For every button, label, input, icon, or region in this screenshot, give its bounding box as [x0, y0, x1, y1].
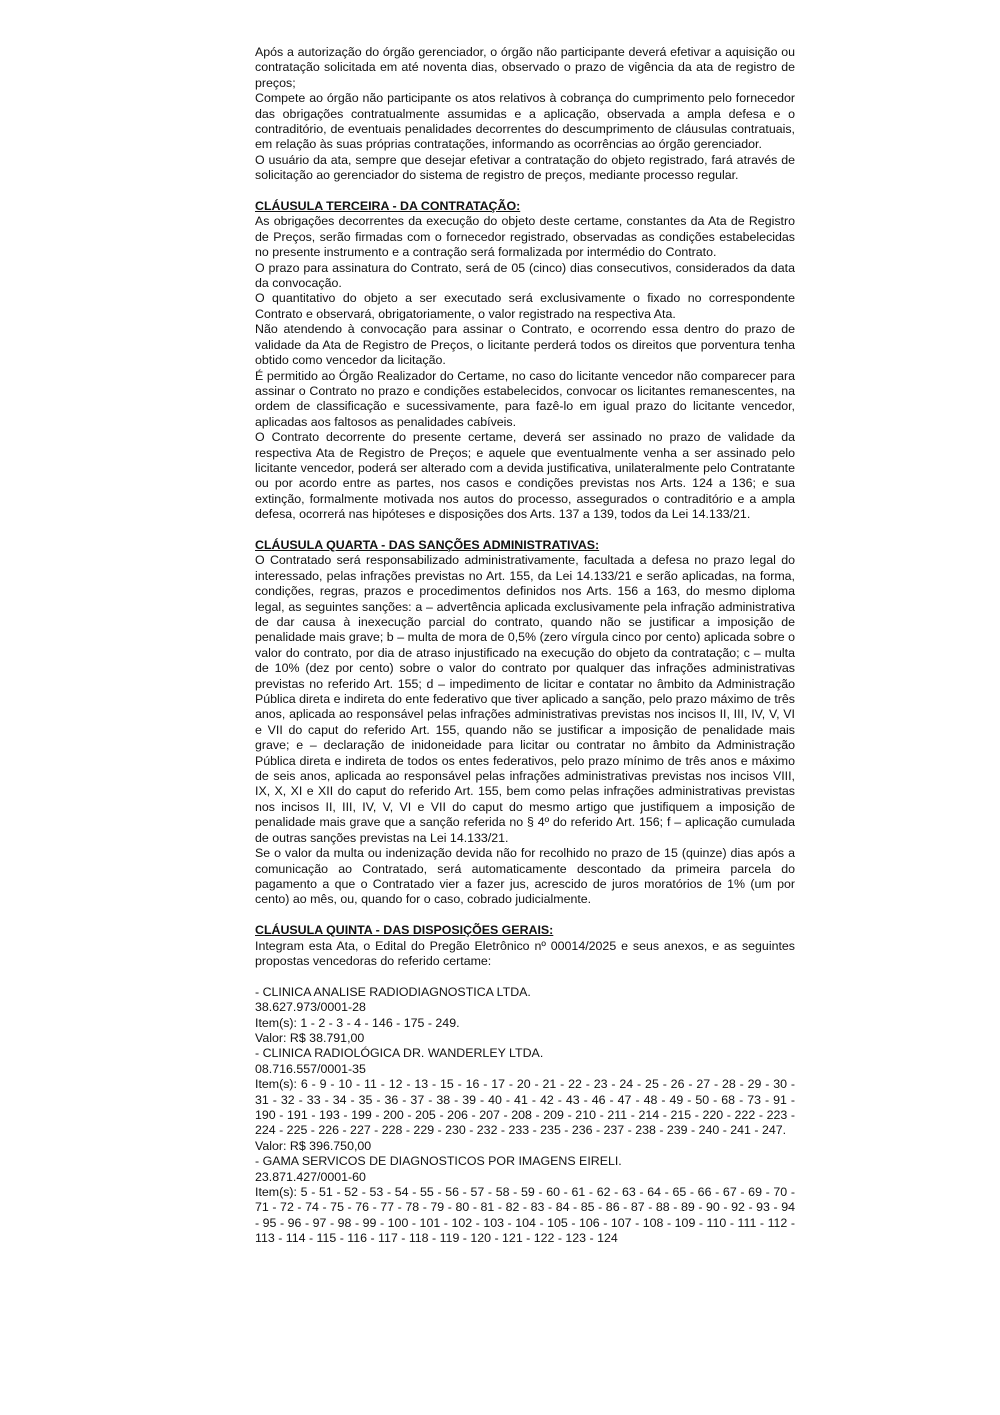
- clausula-terceira-paragraph-6: O Contrato decorrente do presente certame, deverá ser assinado no prazo de validade da respectiva Ata de Registro de Preços; e aquele que eventualmente venha a ser assinado pelo licitante vencedor, poderá ser alterado com a devida justificativa, unilateralmente pelo Contratante ou por acordo entre as partes, nos casos e condições previstas nos Arts. 124 a 136; e sua extinção, formalmente motivada nos autos do processo, assegurados o contraditório e a ampla defesa, ocorrerá nas hipóteses e disposições dos Arts. 137 a 139, todos da Lei 14.133/21.: [255, 430, 795, 522]
- clausula-quinta-paragraph-1: Integram esta Ata, o Edital do Pregão Eletrônico nº 00014/2025 e seus anexos, e as seguintes propostas vencedoras do referido certame:: [255, 938, 795, 968]
- document-page: [255, 45, 795, 1247]
- intro-paragraph-2: Compete ao órgão não participante os atos relativos à cobrança do cumprimento pelo fornecedor das obrigações contratualmente assumidas e a aplicação, observada a ampla defesa e o contraditório, de eventuais penalidades decorrentes do descumprimento de cláusulas contratuais, em relação às suas próprias contratações, informando as ocorrências ao órgão gerenciador.: [255, 91, 795, 152]
- vendor-entry: [255, 985, 795, 1047]
- clausula-terceira-paragraph-3: O quantitativo do objeto a ser executado será exclusivamente o fixado no correspondente Contrato e observará, obrigatoriamente, o valor registrado na respectiva Ata.: [255, 291, 795, 321]
- spacer: [255, 184, 795, 199]
- vendor-items: Item(s): 1 - 2 - 3 - 4 - 146 - 175 - 249.: [255, 1015, 460, 1030]
- clausula-quarta-paragraph-2: Se o valor da multa ou indenização devida não for recolhido no prazo de 15 (quinze) dias após a comunicação ao Contratado, será automaticamente descontado da primeira parcela do pagamento a que o Contratado vier a fazer jus, acrescido de juros moratórios de 1% (um por cento) ao mês, ou, quando for o caso, cobrado judicialmente.: [255, 846, 795, 907]
- vendor-name: - CLINICA RADIOLÓGICA DR. WANDERLEY LTDA.: [255, 1046, 544, 1061]
- clausula-terceira-paragraph-2: O prazo para assinatura do Contrato, será de 05 (cinco) dias consecutivos, considerados da data da convocação.: [255, 260, 795, 291]
- spacer: [255, 523, 795, 538]
- spacer: [255, 908, 795, 923]
- clausula-terceira-paragraph-1: As obrigações decorrentes da execução do objeto deste certame, constantes da Ata de Registro de Preços, serão firmadas com o fornecedor registrado, observadas as condições estabelecidas no presente instrumento e a contração será formalizada por intermédio do Contrato.: [255, 214, 795, 260]
- clausula-quarta-title: CLÁUSULA QUARTA - DAS SANÇÕES ADMINISTRATIVAS:: [255, 537, 600, 552]
- vendor-cnpj: 23.871.427/0001-60: [255, 1169, 366, 1184]
- vendor-entry: [255, 1046, 795, 1154]
- vendor-items: Item(s): 5 - 51 - 52 - 53 - 54 - 55 - 56 - 57 - 58 - 59 - 60 - 61 - 62 - 63 - 64 - 65 - 66 - 67 - 69 - 70 - 71 - 72 - 74 - 75 - 76 - 77 - 78 - 79 - 80 - 81 - 82 - 83 - 84 - 85 - 86 - 87 - 88 - 89 - 90 - 92 - 93 - 94 - 95 - 96 - 97 - 98 - 99 - 100 - 101 - 102 - 103 - 104 - 105 - 106 - 107 - 108 - 109 - 110 - 111 - 112 - 113 - 114 - 115 - 116 - 117 - 118 - 119 - 120 - 121 - 122 - 123 - 124: [255, 1185, 795, 1246]
- intro-paragraph-1: Após a autorização do órgão gerenciador, o órgão não participante deverá efetivar a aquisição ou contratação solicitada em até noventa dias, observado o prazo de vigência da ata de registro de preços;: [255, 45, 795, 90]
- clausula-terceira-paragraph-4: Não atendendo à convocação para assinar o Contrato, e ocorrendo essa dentro do prazo de validade da Ata de Registro de Preços, o licitante perderá todos os direitos que porventura tenha obtido como vencedor da licitação.: [255, 322, 795, 368]
- vendor-name: - CLINICA ANALISE RADIODIAGNOSTICA LTDA.: [255, 984, 531, 999]
- vendor-cnpj: 08.716.557/0001-35: [255, 1061, 366, 1076]
- vendor-items: Item(s): 6 - 9 - 10 - 11 - 12 - 13 - 15 - 16 - 17 - 20 - 21 - 22 - 23 - 24 - 25 - 26 - 27 - 28 - 29 - 30 - 31 - 32 - 33 - 34 - 35 - 36 - 37 - 38 - 39 - 40 - 41 - 42 - 43 - 46 - 47 - 48 - 49 - 50 - 68 - 73 - 91 - 190 - 191 - 193 - 199 - 200 - 205 - 206 - 207 - 208 - 209 - 210 - 211 - 214 - 215 - 220 - 222 - 223 - 224 - 225 - 226 - 227 - 228 - 229 - 230 - 232 - 233 - 235 - 236 - 237 - 238 - 239 - 240 - 241 - 247.: [255, 1077, 795, 1138]
- vendor-cnpj: 38.627.973/0001-28: [255, 1000, 366, 1015]
- vendor-entry: [255, 1154, 795, 1246]
- vendor-name: - GAMA SERVICOS DE DIAGNOSTICOS POR IMAGENS EIRELI.: [255, 1154, 622, 1169]
- vendor-value: Valor: R$ 38.791,00: [255, 1030, 365, 1045]
- spacer: [255, 969, 795, 984]
- clausula-terceira-paragraph-5: É permitido ao Órgão Realizador do Certame, no caso do licitante vencedor não comparecer para assinar o Contrato no prazo e condições estabelecidos, convocar os licitantes remanescentes, na ordem de classificação e sucessivamente, para fazê-lo em igual prazo do licitante vencedor, aplicadas aos faltosos as penalidades cabíveis.: [255, 368, 795, 429]
- vendor-value: Valor: R$ 396.750,00: [255, 1138, 372, 1153]
- intro-paragraph-3: O usuário da ata, sempre que desejar efetivar a contratação do objeto registrado, fará através de solicitação ao gerenciador do sistema de registro de preços, mediante processo regular.: [255, 152, 795, 183]
- clausula-quarta-paragraph-1: O Contratado será responsabilizado administrativamente, facultada a defesa no prazo legal do interessado, pelas infrações previstas no Art. 155, da Lei 14.133/21 e serão aplicadas, na forma, condições, regras, prazos e procedimentos definidos nos Arts. 156 a 163, do mesmo diploma legal, as seguintes sanções: a – advertência aplicada exclusivamente pela infração administrativa de dar causa à inexecução parcial do contrato, quando não se justificar a imposição de penalidade mais grave; b – multa de mora de 0,5% (zero vírgula cinco por cento) aplicada sobre o valor do contrato, por dia de atraso injustificado na execução do objeto da contratação; c – multa de 10% (dez por cento) sobre o valor do contrato por qualquer das infrações administrativas previstas no referido Art. 155; d – impedimento de licitar e contatar no âmbito da Administração Pública direta e indireta do ente federativo que tiver aplicado a sanção, pelo prazo máximo de três anos, aplicada ao responsável pelas infrações administrativas previstas nos incisos II, III, IV, V, VI e VII do caput do referido Art. 155, quando não se justificar a imposição de penalidade mais grave; e – declaração de inidoneidade para licitar ou contratar no âmbito da Administração Pública direta e indireta de todos os entes federativos, pelo prazo mínimo de três anos e máximo de seis anos, aplicada ao responsável pelas infrações administrativas previstas nos incisos VIII, IX, X, XI e XII do caput do referido Art. 155, bem como pelas infrações administrativas previstas nos incisos II, III, IV, V, VI e VII do caput do mesmo artigo que justifiquem a imposição de penalidade mais grave que a sanção referida no § 4º do referido Art. 156; f – aplicação cumulada de outras sanções previstas na Lei 14.133/21.: [255, 553, 795, 845]
- clausula-terceira-title: CLÁUSULA TERCEIRA - DA CONTRATAÇÃO:: [255, 199, 521, 214]
- clausula-quinta-title: CLÁUSULA QUINTA - DAS DISPOSIÇÕES GERAIS:: [255, 923, 554, 938]
